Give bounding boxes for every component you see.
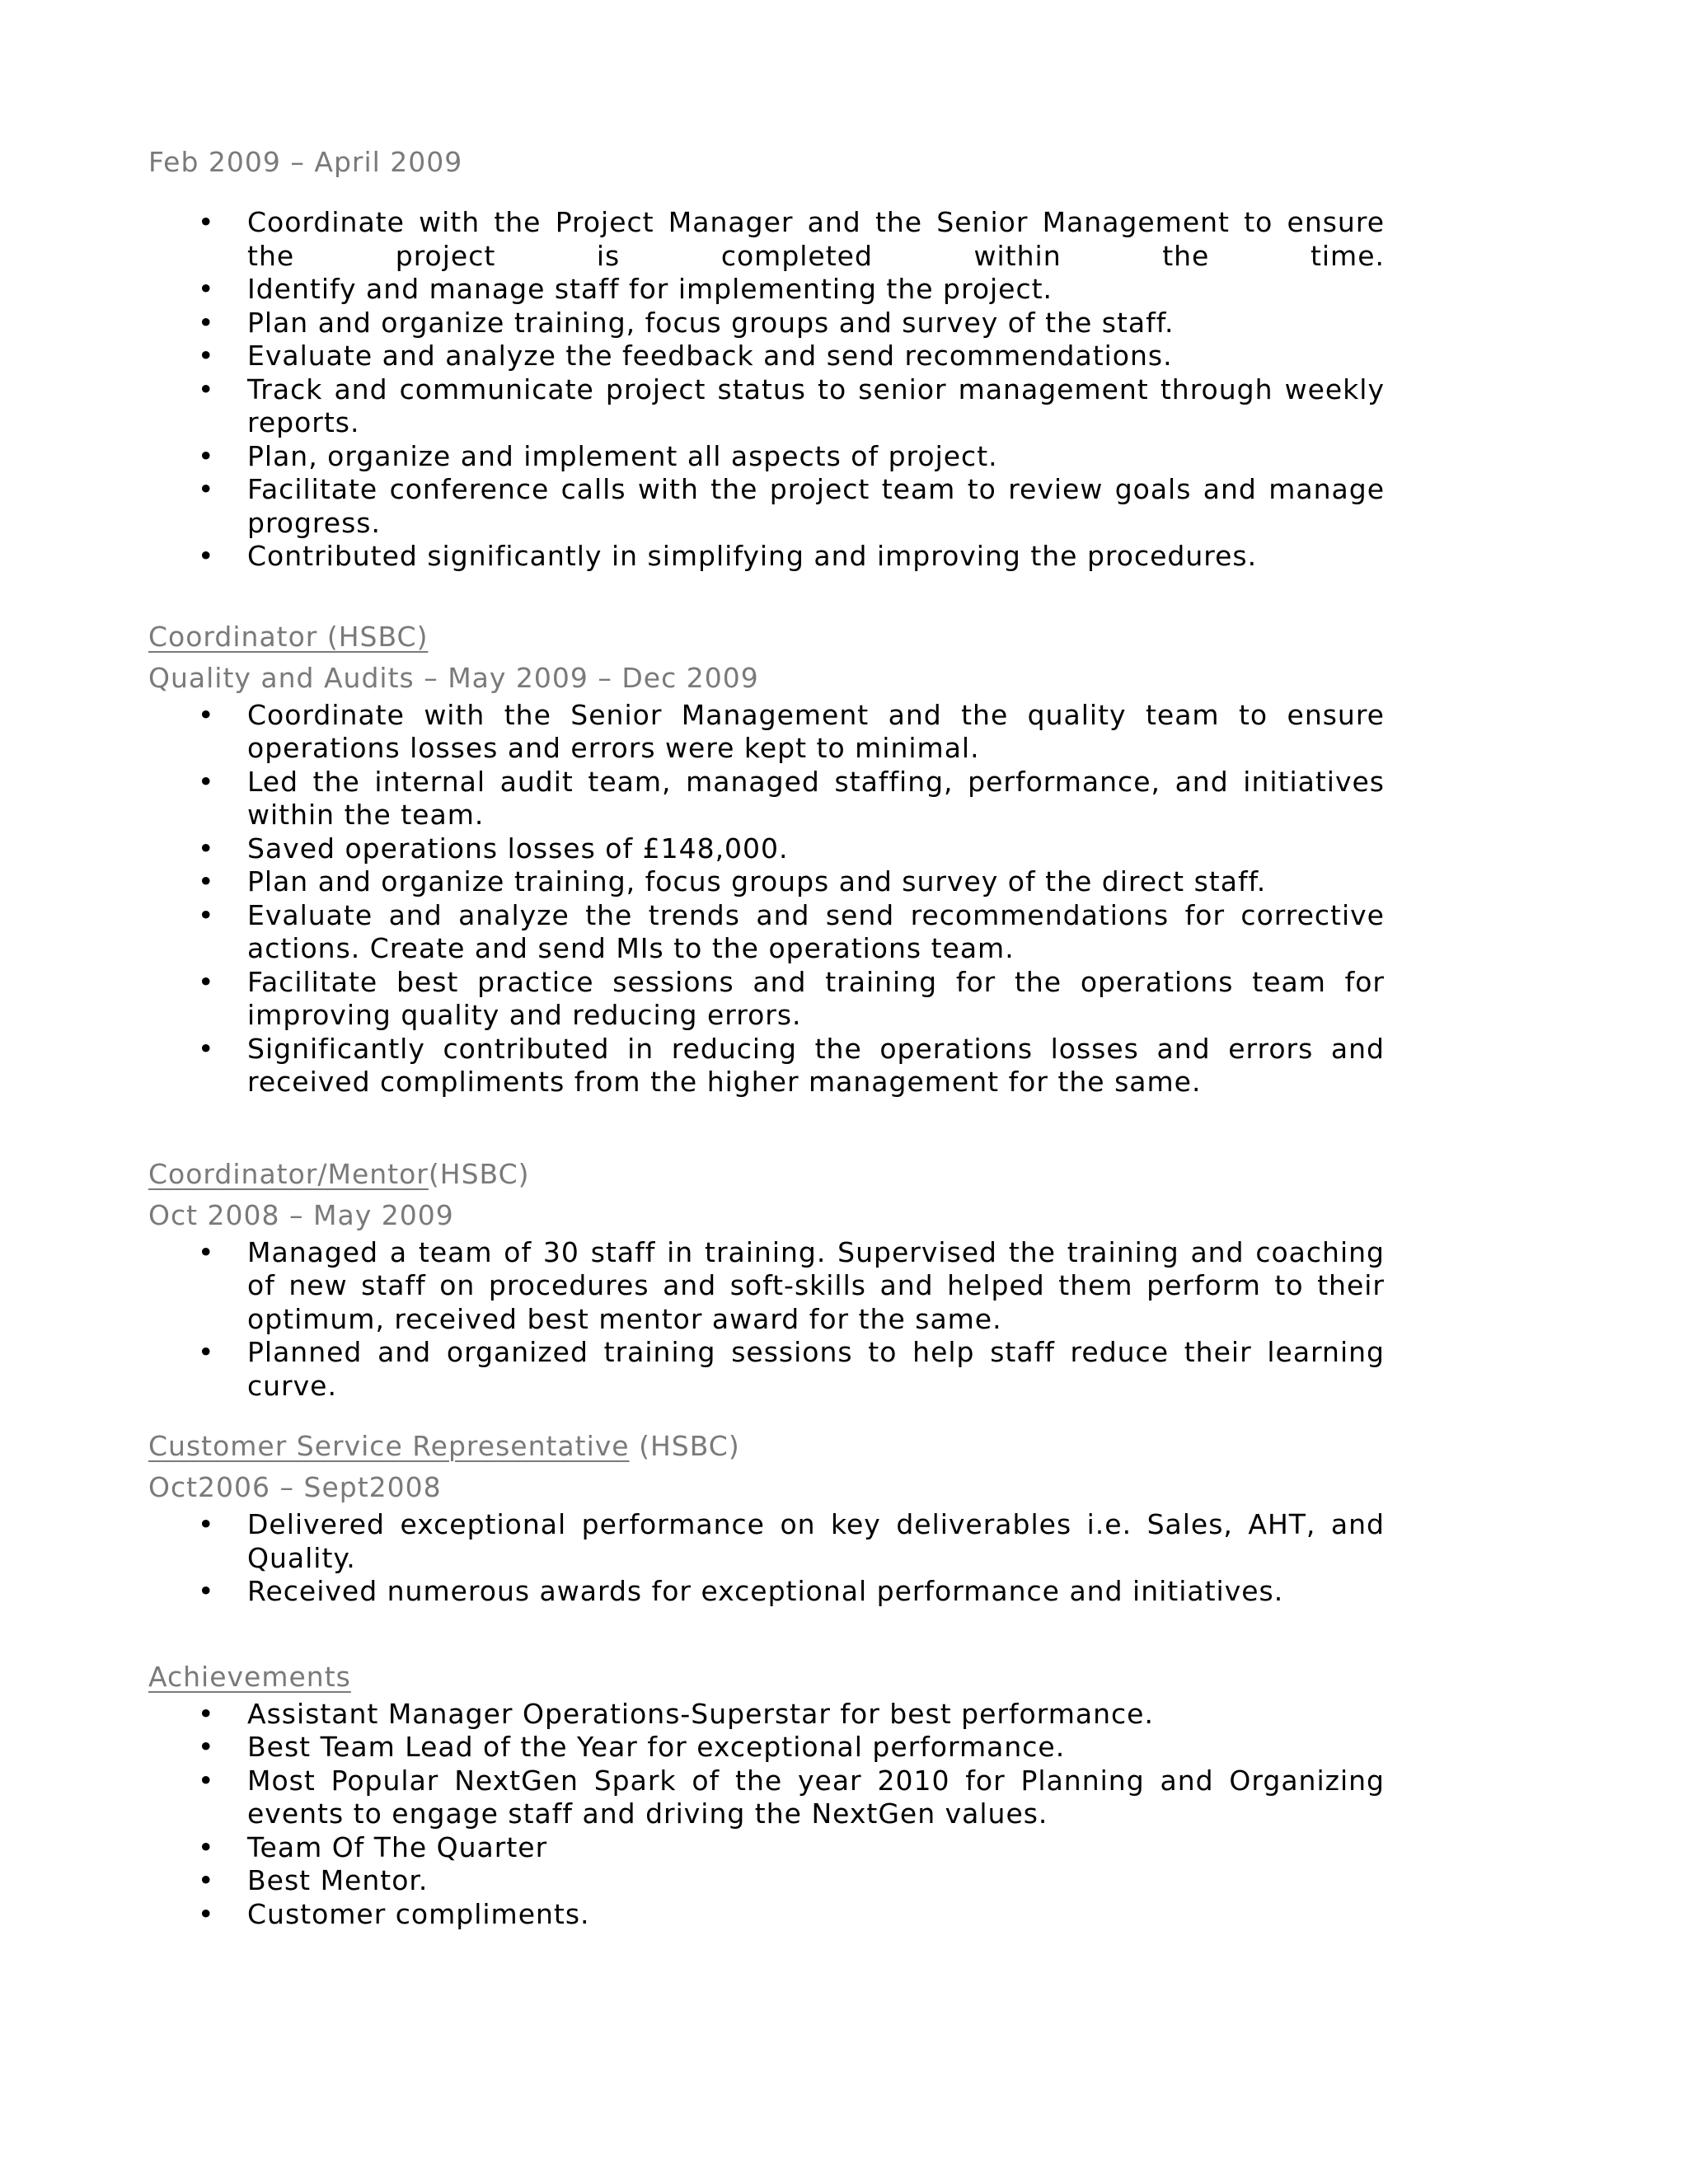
section3-bullets xyxy=(148,1236,1385,1404)
list-item: • Plan and organize training, focus groups and survey of the direct staff. xyxy=(198,865,1267,898)
bullet-icon: • xyxy=(198,965,215,998)
achievements-bullets xyxy=(148,1698,1385,1932)
list-item: • Managed a team of 30 staff in training. Supervised the training and coaching of new staff on procedures and soft-skills and helped them perform to their optimum, received best mentor award for the same. xyxy=(198,1235,1385,1335)
bullet-icon: • xyxy=(198,306,215,339)
achievements-title-text: Achievements xyxy=(148,1660,351,1693)
achievements-title xyxy=(148,1657,1385,1698)
list-item: • Customer compliments. xyxy=(198,1897,590,1930)
bullet-icon: • xyxy=(198,1235,215,1268)
section2-title xyxy=(148,616,1385,658)
bullet-icon: • xyxy=(198,273,215,305)
list-item: • Planned and organized training sessions to help staff reduce their learning curve. xyxy=(198,1336,1385,1402)
bullet-icon: • xyxy=(198,540,215,572)
list-item: • Most Popular NextGen Spark of the year 2010 for Planning and Organizing events to engage staff and driving the NextGen values. xyxy=(198,1764,1385,1830)
list-item: • Led the internal audit team, managed staffing, performance, and initiatives within the team. xyxy=(198,765,1385,831)
bullet-icon: • xyxy=(198,832,215,865)
bullet-icon: • xyxy=(198,1897,215,1930)
list-item: • Assistant Manager Operations-Superstar for best performance. xyxy=(198,1697,1154,1730)
section3-title-text: Coordinator/Mentor xyxy=(148,1157,429,1190)
list-item: • Identify and manage staff for implementing the project. xyxy=(198,273,1053,305)
section4-bullets xyxy=(148,1508,1385,1609)
bullet-icon: • xyxy=(198,865,215,898)
section2-subtitle: Quality and Audits – May 2009 – Dec 2009 xyxy=(148,661,759,694)
bullet-icon: • xyxy=(198,1764,215,1797)
bullet-icon: • xyxy=(198,1508,215,1540)
bullet-icon: • xyxy=(198,765,215,798)
section3-title-suffix: (HSBC) xyxy=(428,1157,530,1190)
list-item: • Facilitate best practice sessions and training for the operations team for improving quality and reducing errors. xyxy=(198,965,1385,1031)
bullet-icon: • xyxy=(198,1864,215,1896)
list-item: • Plan and organize training, focus groups and survey of the staff. xyxy=(198,306,1175,339)
bullet-icon: • xyxy=(198,1830,215,1863)
list-item: • Evaluate and analyze the feedback and send recommendations. xyxy=(198,340,1173,372)
section4-title-text: Customer Service Representative xyxy=(148,1430,630,1462)
list-item: • Coordinate with the Senior Management and the quality team to ensure operations losses and errors were kept to minimal. xyxy=(198,698,1385,764)
bullet-icon: • xyxy=(198,698,215,731)
section2-bullets xyxy=(148,699,1385,1099)
section3-date: Oct 2008 – May 2009 xyxy=(148,1198,454,1231)
bullet-icon: • xyxy=(198,1032,215,1065)
list-item: • Saved operations losses of £148,000. xyxy=(198,832,789,865)
bullet-icon: • xyxy=(198,1336,215,1368)
resume-content xyxy=(148,142,1385,1931)
list-item: • Best Mentor. xyxy=(198,1864,429,1896)
bullet-icon: • xyxy=(198,898,215,931)
bullet-icon: • xyxy=(198,206,215,238)
list-item: • Team Of The Quarter xyxy=(198,1830,548,1863)
section3-title xyxy=(148,1154,1385,1195)
list-item: • Best Team Lead of the Year for exceptional performance. xyxy=(198,1731,1066,1763)
bullet-icon: • xyxy=(198,1575,215,1607)
section4-title-suffix: (HSBC) xyxy=(629,1430,740,1462)
list-item: • Track and communicate project status to senior management through weekly reports. xyxy=(198,373,1385,438)
bullet-icon: • xyxy=(198,1697,215,1730)
bullet-icon: • xyxy=(198,1731,215,1763)
list-item: • Facilitate conference calls with the project team to review goals and manage progress. xyxy=(198,473,1385,539)
section1-bullets xyxy=(148,206,1385,574)
list-item: • Received numerous awards for exceptional performance and initiatives. xyxy=(198,1575,1284,1607)
bullet-icon: • xyxy=(198,373,215,405)
section4-title xyxy=(148,1426,1385,1467)
list-item: • Contributed significantly in simplifying and improving the procedures. xyxy=(198,540,1258,572)
list-item: • Evaluate and analyze the trends and send recommendations for corrective actions. Create and send MIs to the operations team. xyxy=(198,898,1385,964)
list-item: • Delivered exceptional performance on key deliverables i.e. Sales, AHT, and Quality. xyxy=(198,1508,1385,1574)
list-item: • Coordinate with the Project Manager and the Senior Management to ensure the project is completed within the time. xyxy=(198,206,1385,272)
section4-date: Oct2006 – Sept2008 xyxy=(148,1471,442,1503)
list-item: • Significantly contributed in reducing the operations losses and errors and received compliments from the higher management for the same. xyxy=(198,1032,1385,1098)
section1-date: Feb 2009 – April 2009 xyxy=(148,146,463,178)
bullet-icon: • xyxy=(198,439,215,472)
bullet-icon: • xyxy=(198,473,215,505)
bullet-icon: • xyxy=(198,340,215,372)
list-item: • Plan, organize and implement all aspects of project. xyxy=(198,439,998,472)
section2-title-text: Coordinator (HSBC) xyxy=(148,620,429,653)
